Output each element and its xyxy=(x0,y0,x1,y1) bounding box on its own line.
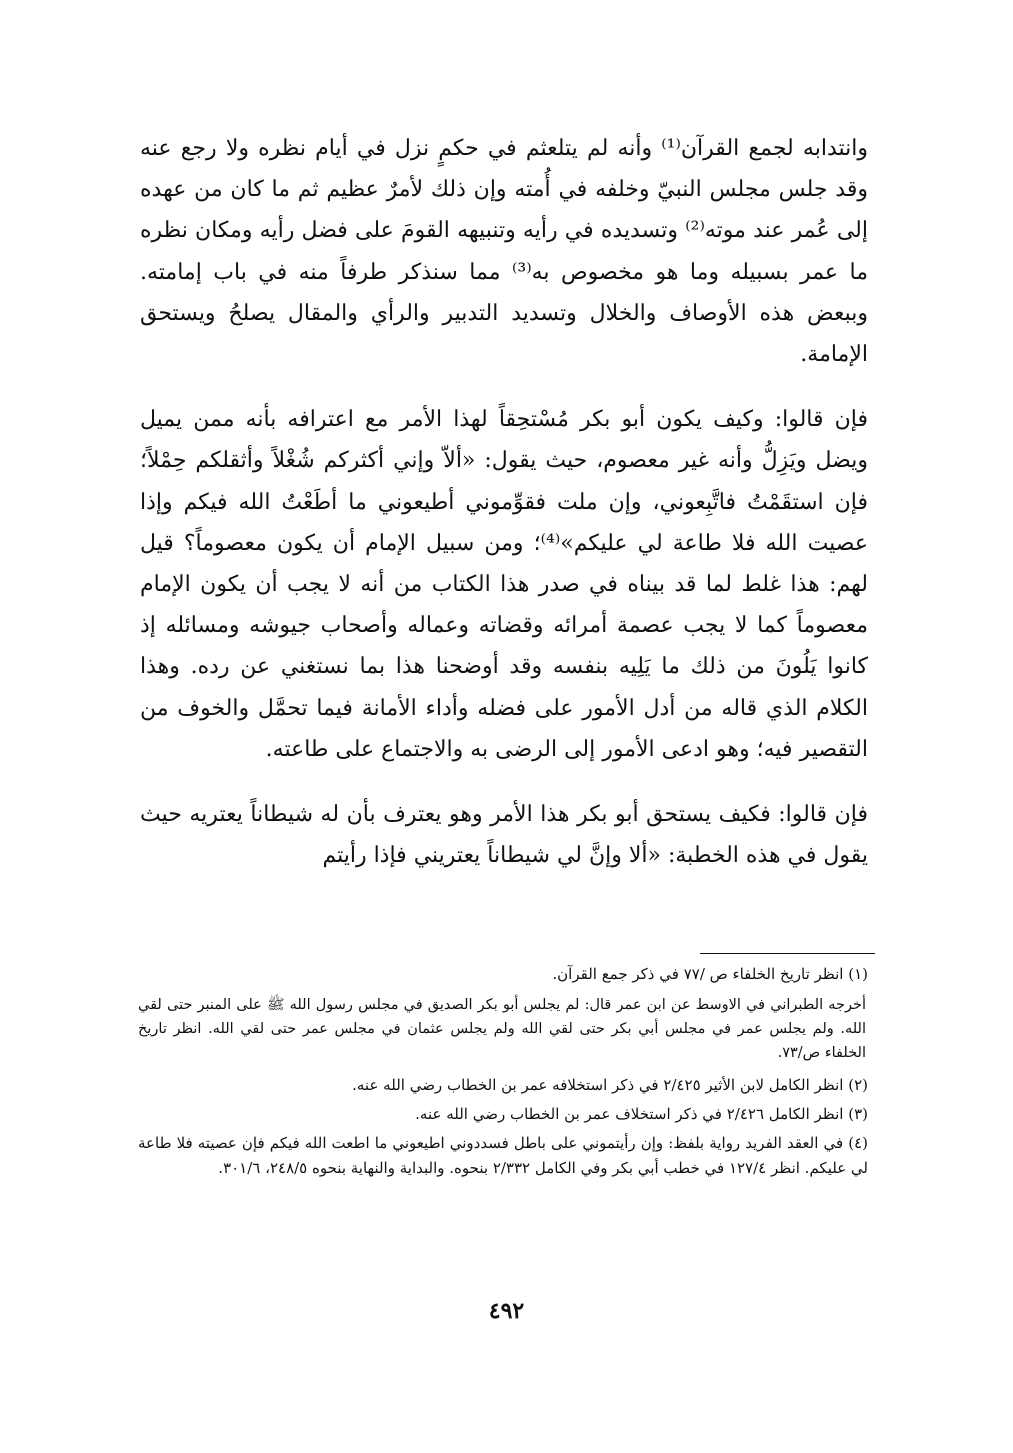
footnote-3: (٣) انظر الكامل ٢/٤٢٦ في ذكر استخلاف عمر بن الخطاب رضي الله عنه. xyxy=(415,1105,868,1123)
footnote-1: (١) انظر تاريخ الخلفاء ص /٧٧ في ذكر جمع القرآن. xyxy=(552,965,868,983)
footnote-separator xyxy=(700,953,875,954)
footnote-4: (٤) في العقد الفريد رواية بلفظ: وإن رأيتموني على باطل فسددوني اطيعوني ما اطعت الله فيكم فإن عصيته فلا طاعة لي عليكم. انظر ١٢٧/٤ في خطب أبي بكر وفي الكامل ٢/٣٣٢ بنحوه. والبداية والنهاية بنحوه ٢٤٨/٥، ٣٠١/٦. xyxy=(138,1134,868,1177)
footnotes xyxy=(138,962,868,1181)
footnote-1-continuation: أخرجه الطبراني في الاوسط عن ابن عمر قال: لم يجلس أبو بكر الصديق في مجلس رسول الله ﷺ على المنبر حتى لقي الله. ولم يجلس عمر في مجلس أبي بكر حتى لقي الله ولم يجلس عثمان في مجلس عمر حتى لقي الله. انظر تاريخ الخلفاء ص/٧٣. xyxy=(138,997,866,1061)
page-number: ٤٩٢ xyxy=(488,1298,525,1324)
paragraph-1: وانتدابه لجمع القرآن⁽¹⁾ وأنه لم يتلعثم في حكمٍ نزل في أيام نظره ولا رجع عنه وقد جلس مجلس النبيّ وخلفه في أُمته وإن ذلك لأمرٌ عظيم ثم ما كان من عهده إلى عُمر عند موته⁽²⁾ وتسديده في رأيه وتنبيهه القومَ على فضل رأيه ومكان نظره ما عمر بسبيله وما هو مخصوص به⁽³⁾ مما سنذكر طرفاً منه في باب إمامته. وببعض هذه الأوصاف والخلال وتسديد التدبير والرأي والمقال يصلحُ ويستحق الإمامة. xyxy=(140,136,868,368)
paragraph-2: فإن قالوا: وكيف يكون أبو بكر مُسْتحِقاً لهذا الأمر مع اعترافه بأنه ممن يميل ويضل ويَزِلُّ وأنه غير معصوم، حيث يقول: «ألاّ وإني أكثركم شُغْلاً وأثقلكم حِمْلاً؛ فإن استقَمْتُ فاتَّبِعوني، وإن ملت فقوِّموني أطيعوني ما أطَعْتُ الله فيكم وإذا عصيت الله فلا طاعة لي عليكم»⁽⁴⁾؛ ومن سبيل الإمام أن يكون معصوماً؟ قيل لهم: هذا غلط لما قد بيناه في صدر هذا الكتاب من أنه لا يجب أن يكون الإمام معصوماً كما لا يجب عصمة أمرائه وقضاته وعماله وأصحاب جيوشه ومسائله إذ كانوا يَلُونَ من ذلك ما يَلِيه بنفسه وقد أوضحنا هذا بما نستغني عن رده. وهذا الكلام الذي قاله من أدل الأمور على فضله وأداء الأمانة فيما تحمَّل والخوف من التقصير فيه؛ وهو ادعى الأمور إلى الرضى به والاجتماع على طاعته. xyxy=(140,407,869,762)
paragraph-3: فإن قالوا: فكيف يستحق أبو بكر هذا الأمر وهو يعترف بأن له شيطاناً يعتريه حيث يقول في هذه الخطبة: «ألا وإنَّ لي شيطاناً يعتريني فإذا رأيتم xyxy=(140,802,868,869)
footnote-2: (٢) انظر الكامل لابن الأثير ٢/٤٢٥ في ذكر استخلافه عمر بن الخطاب رضي الله عنه. xyxy=(352,1076,868,1094)
main-text xyxy=(140,128,868,876)
